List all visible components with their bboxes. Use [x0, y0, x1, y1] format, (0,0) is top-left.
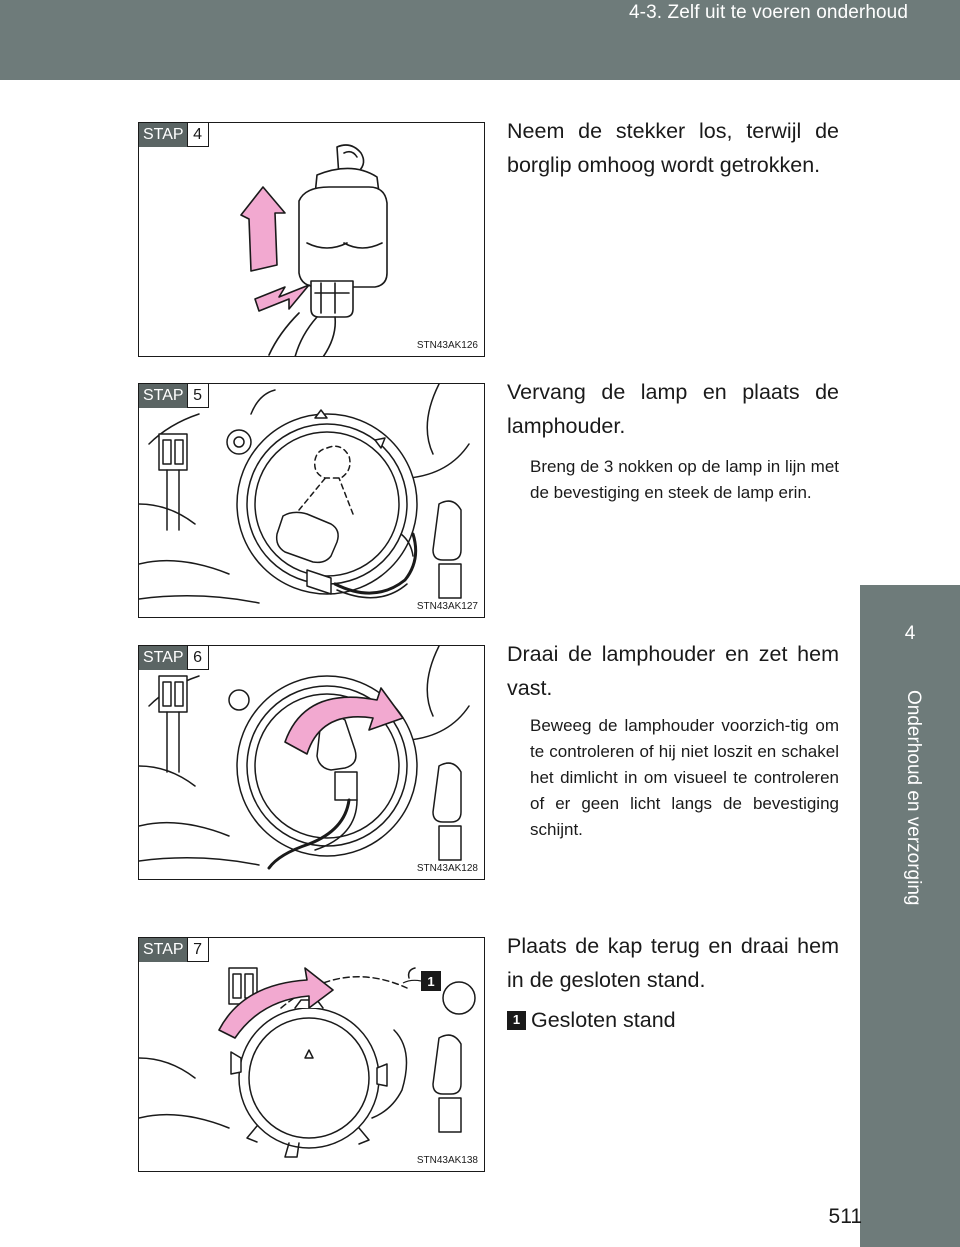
figure-code: STN43AK126 — [416, 340, 478, 351]
stap-number: 7 — [187, 938, 209, 962]
legend-text: Gesloten stand — [531, 1008, 676, 1032]
section-title: 4-3. Zelf uit te voeren onderhoud — [629, 2, 908, 23]
step-5-detail: Breng de 3 nokken op de lamp in lijn met de bevestiging en steek de lamp erin. — [530, 457, 839, 502]
page-number: 511 — [828, 1205, 862, 1228]
callout-1-marker: 1 — [421, 971, 441, 991]
figure-code: STN43AK138 — [416, 1155, 478, 1166]
step-4-title: Neem de stekker los, terwijl de borglip omhoog wordt getrokken. — [507, 119, 839, 177]
figure-code: STN43AK127 — [416, 601, 478, 612]
figure-step-7 — [138, 937, 485, 1172]
step-6-title: Draai de lamphouder en zet hem vast. — [507, 642, 839, 700]
step-7-title: Plaats de kap terug en draai hem in de gesloten stand. — [507, 934, 839, 992]
stap-label: STAP — [139, 938, 187, 962]
stap-badge — [139, 646, 209, 670]
lamp-install-illustration — [139, 384, 485, 618]
bulb-connector-illustration — [139, 123, 485, 357]
step-5-title: Vervang de lamp en plaats de lamphouder. — [507, 380, 839, 438]
callout-1-badge: 1 — [507, 1011, 526, 1030]
legend-item — [507, 1003, 676, 1037]
step-6-detail: Beweeg de lamphouder voorzich-tig om te controleren of hij niet loszit en schakel het dimlicht in om visueel te controleren of er geen licht langs de bevestiging schijnt. — [530, 716, 839, 839]
stap-label: STAP — [139, 384, 187, 408]
lamp-rotate-illustration — [139, 646, 485, 880]
figure-step-4 — [138, 122, 485, 357]
chapter-label: Onderhoud en verzorging — [903, 690, 924, 906]
stap-badge — [139, 384, 209, 408]
figure-step-6 — [138, 645, 485, 880]
figure-step-5 — [138, 383, 485, 618]
stap-number: 6 — [187, 646, 209, 670]
chapter-number-tab[interactable]: 4 — [860, 585, 960, 683]
stap-badge — [139, 938, 209, 962]
stap-number: 4 — [187, 123, 209, 147]
stap-badge — [139, 123, 209, 147]
figure-code: STN43AK128 — [416, 863, 478, 874]
stap-label: STAP — [139, 123, 187, 147]
chapter-header — [0, 0, 960, 80]
stap-number: 5 — [187, 384, 209, 408]
sidetab-spacer — [860, 80, 960, 585]
stap-label: STAP — [139, 646, 187, 670]
